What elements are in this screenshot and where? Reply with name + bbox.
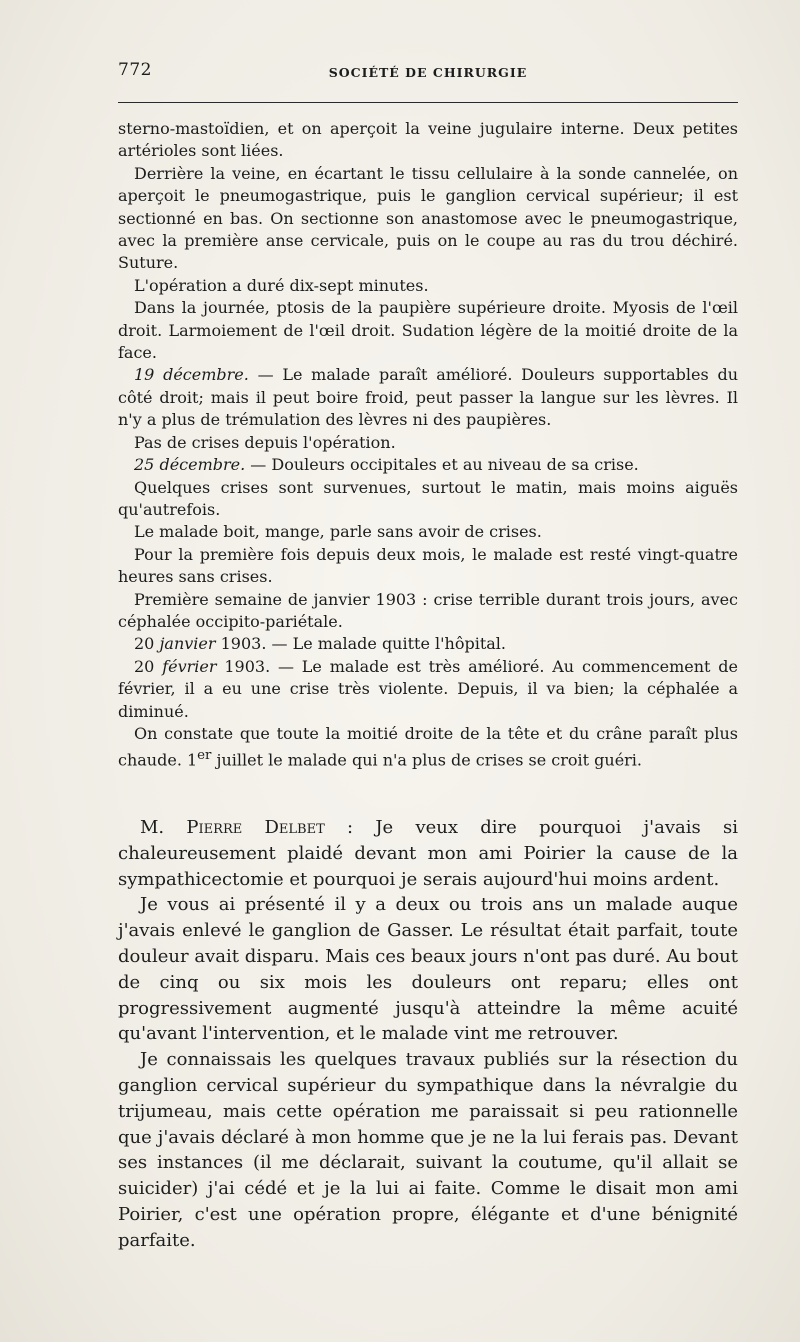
running-title: SOCIÉTÉ DE CHIRURGIE bbox=[328, 65, 528, 80]
date-day: 20 bbox=[134, 656, 155, 676]
page-number: 772 bbox=[118, 60, 152, 80]
case-paragraph: sterno-mastoïdien, et on aperçoit la veine jugulaire interne. Deux petites artérioles sont liées. bbox=[118, 119, 738, 161]
header-rule bbox=[118, 102, 738, 103]
case-paragraph: Pas de crises depuis l'opération. bbox=[134, 432, 396, 452]
entry-text: 1903. — Le malade est très amélioré. Au commencement de février, il a eu une crise très violente. Depuis, il va bien; la céphalée a diminué. bbox=[118, 656, 738, 721]
entry-text: On constate que toute la moitié droite de la tête et du crâne paraît plus chaude. 1 bbox=[118, 723, 738, 770]
discussion bbox=[118, 815, 738, 1254]
speaker-prefix: M. bbox=[140, 817, 187, 838]
case-notes bbox=[118, 118, 738, 772]
case-paragraph: Derrière la veine, en écartant le tissu cellulaire à la sonde cannelée, on aperçoit le pneumogastrique, puis le ganglion cervical supérieur; il est sectionné en bas. On sectionne son anastomose avec le pneumogastrique, avec la première anse cervicale, puis on le coupe au ras du trou déchiré. Suture. bbox=[118, 163, 738, 273]
case-paragraph bbox=[118, 364, 738, 431]
date-label: février bbox=[162, 656, 217, 676]
date-label: 19 décembre. bbox=[134, 365, 249, 385]
case-paragraph bbox=[118, 633, 738, 655]
discussion-paragraph bbox=[118, 815, 738, 892]
entry-text: juillet le malade qui n'a plus de crises se croit guéri. bbox=[211, 750, 643, 770]
entry-text: — Le malade paraît amélioré. Douleurs supportables du côté droit; mais il peut boire froid, peut passer la langue sur les lèvres. Il n'y a plus de trémulation des lèvres ni des paupières. bbox=[118, 365, 739, 430]
case-paragraph: Le malade boit, mange, parle sans avoir de crises. bbox=[134, 522, 542, 542]
entry-text: 1903. — Le malade quitte l'hôpital. bbox=[215, 634, 506, 654]
case-paragraph: Première semaine de janvier 1903 : crise terrible durant trois jours, avec céphalée occipito-pariétale. bbox=[118, 589, 738, 631]
date-label: janvier bbox=[159, 634, 216, 654]
case-paragraph bbox=[118, 723, 738, 772]
case-paragraph: Quelques crises sont survenues, surtout le matin, mais moins aiguës qu'autrefois. bbox=[118, 477, 738, 519]
case-paragraph bbox=[118, 656, 738, 723]
speaker-name: Pierre Delbet bbox=[186, 817, 325, 838]
entry-text: — Douleurs occipitales et au niveau de sa crise. bbox=[245, 455, 639, 475]
case-paragraph: Dans la journée, ptosis de la paupière supérieure droite. Myosis de l'œil droit. Larmoiement de l'œil droit. Sudation légère de la moitié droite de la face. bbox=[118, 298, 738, 363]
date-label: 25 décembre. bbox=[134, 455, 246, 475]
case-paragraph: Pour la première fois depuis deux mois, le malade est resté vingt-quatre heures sans crises. bbox=[118, 544, 738, 587]
discussion-paragraph: Je vous ai présenté il y a deux ou trois ans un malade auque j'avais enlevé le ganglion de Gasser. Le résultat était parfait, toute douleur avait disparu. Mais ces beaux jours n'ont pas duré. Au bout de cinq ou six mois les douleurs ont reparu; elles ont progressivement augmenté jusqu'à atteindre la même acuité qu'avant l'intervention, et le malade vint me retrouver. bbox=[118, 894, 738, 1045]
ordinal-superscript: er bbox=[197, 748, 212, 764]
page-header bbox=[118, 60, 738, 86]
date-day: 20 bbox=[134, 634, 155, 654]
discussion-paragraph: Je connaissais les quelques travaux publiés sur la résection du ganglion cervical supérieur du sympathique dans la névralgie du trijumeau, mais cette opération me paraissait si peu rationnelle que j'avais déclaré à mon homme que je ne la lui ferais pas. Devant ses instances (il me déclarait, suivant la coutume, qu'il allait se suicider) j'ai cédé et je la lui ai faite. Comme le disait mon ami Poirier, c'est une opération propre, élégante et d'une bénignité parfaite. bbox=[118, 1049, 738, 1251]
case-paragraph bbox=[118, 454, 738, 476]
case-paragraph: L'opération a duré dix-sept minutes. bbox=[134, 275, 429, 295]
speech-text: : Je veux dire pourquoi j'avais si chaleureusement plaidé devant mon ami Poirier la cause de la sympathicectomie et pourquoi je serais aujourd'hui moins ardent. bbox=[118, 817, 738, 890]
